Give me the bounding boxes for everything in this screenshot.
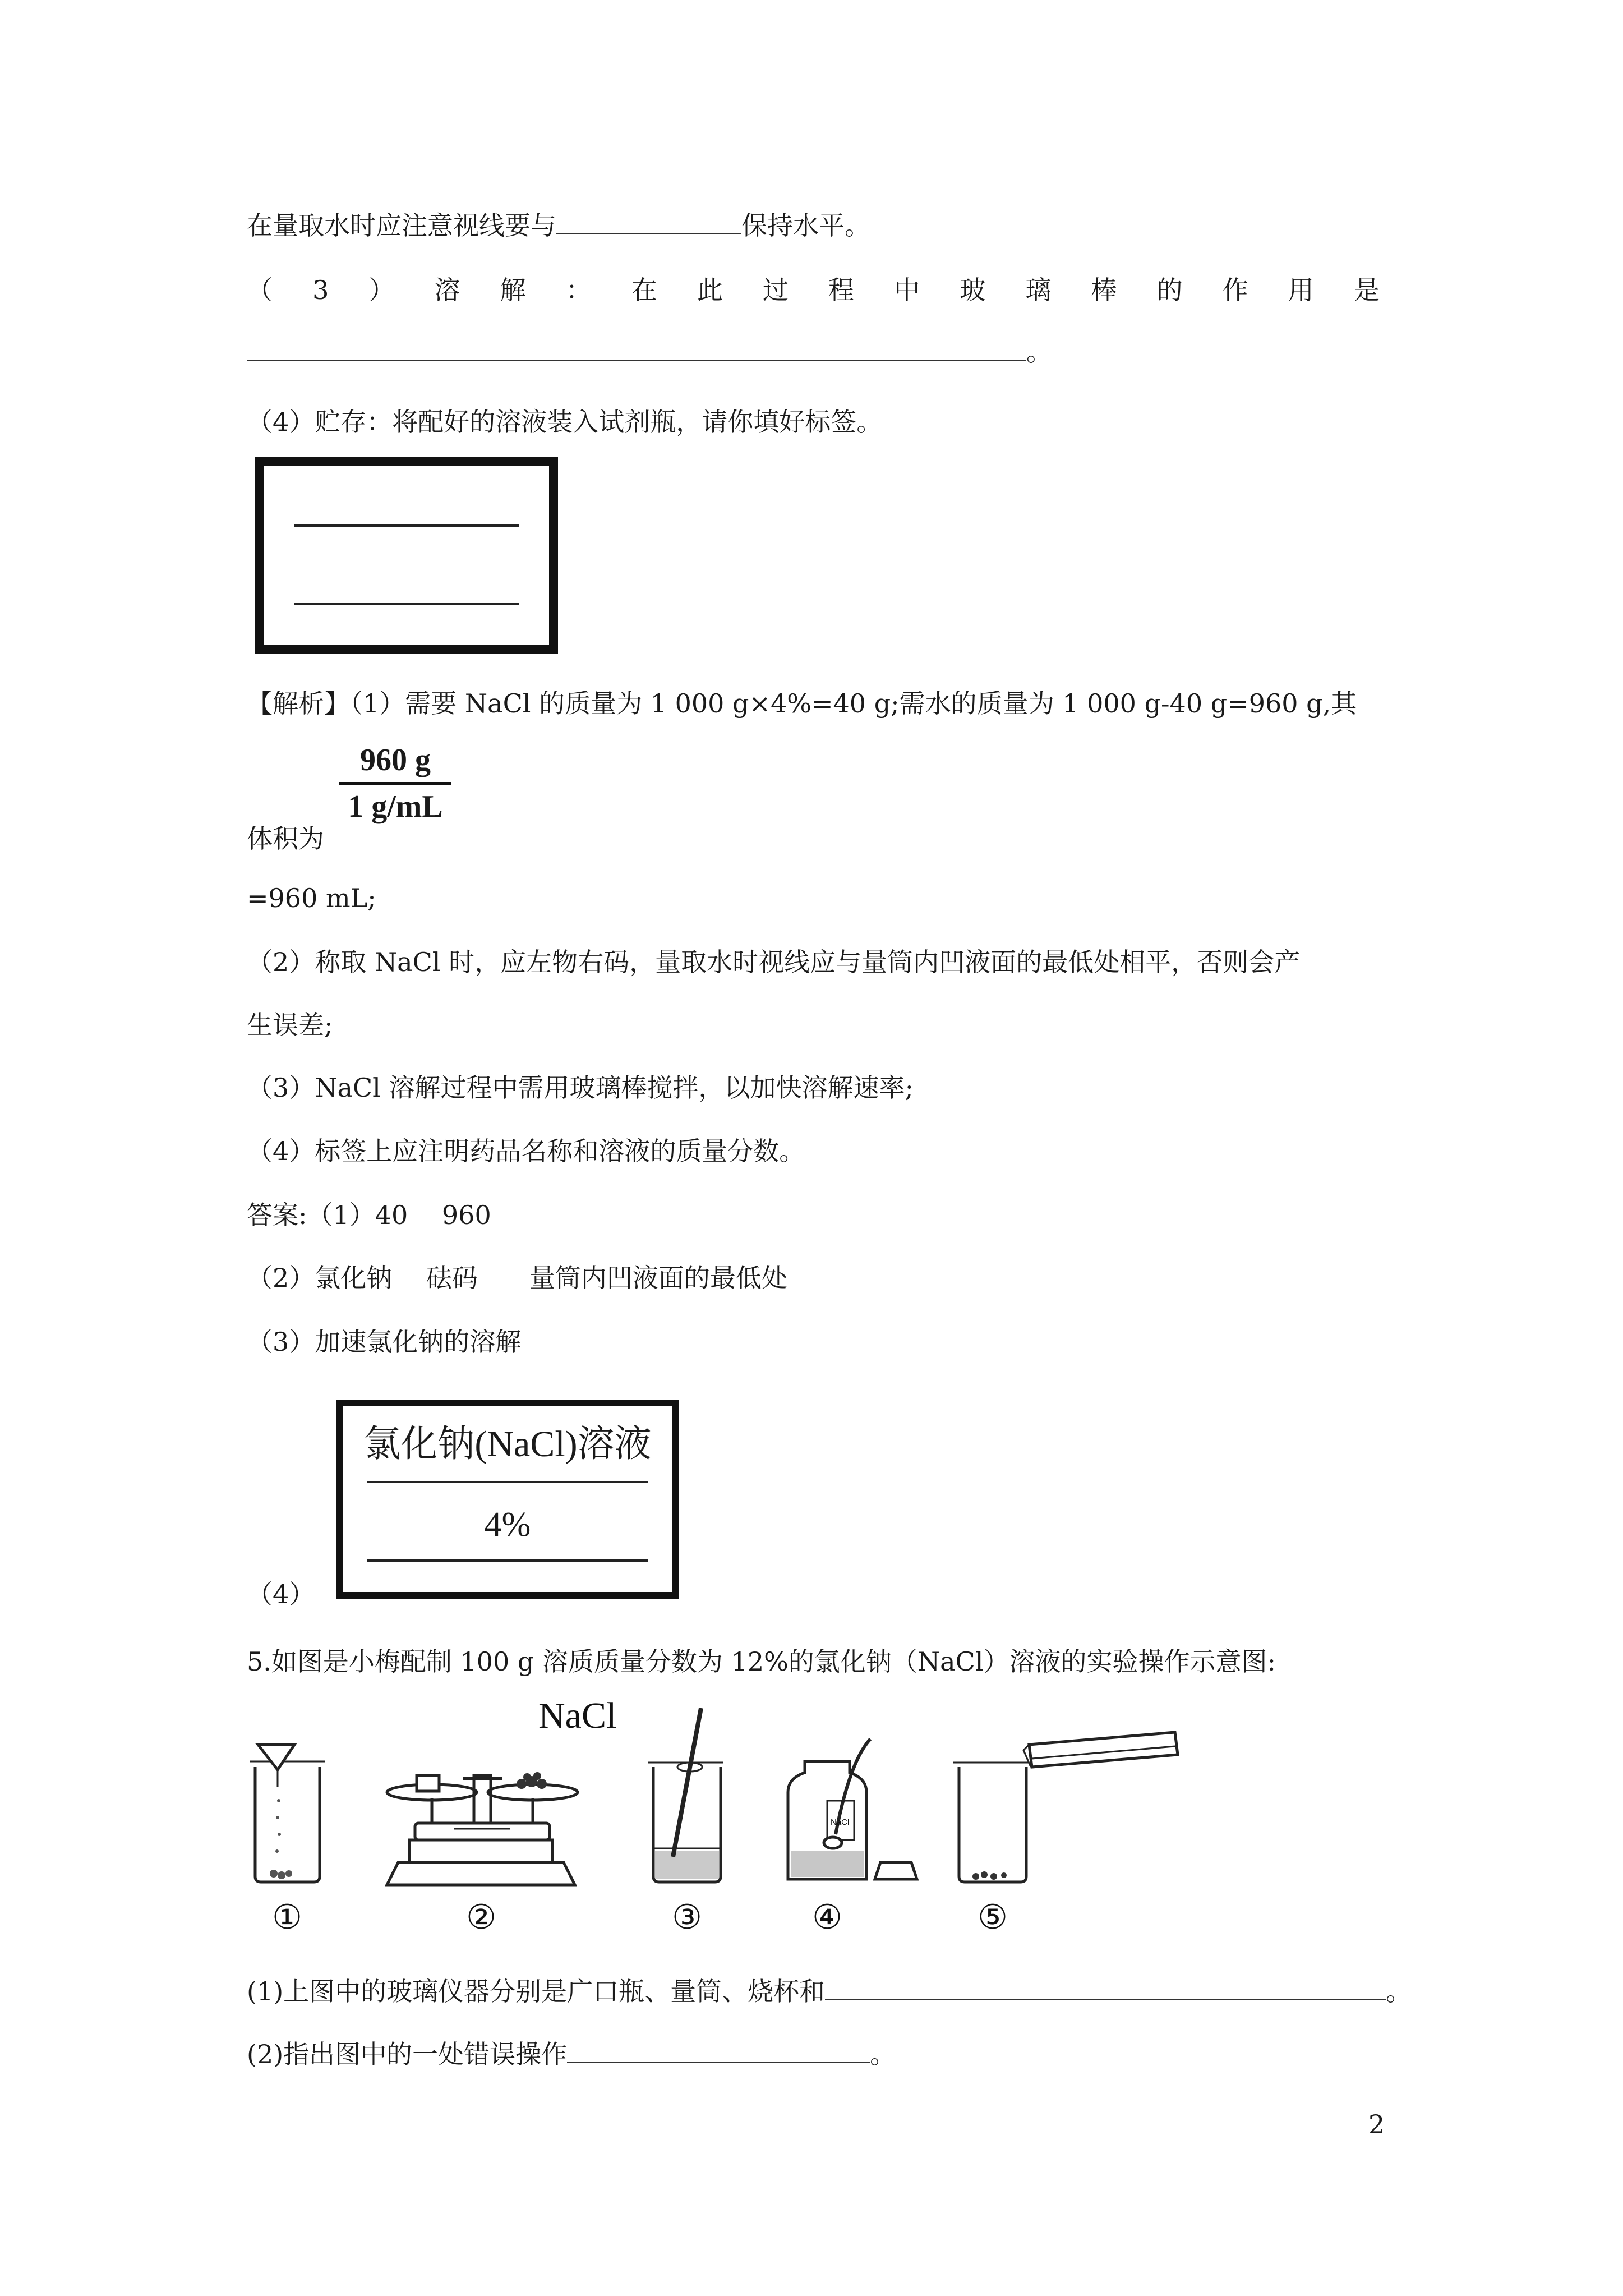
answer-blank[interactable] [567,2037,870,2063]
fraction-bar [339,782,451,785]
answer-line-3: （3）加速氯化钠的溶解 [247,1327,522,1357]
analysis-line-volume: 体积为 [247,823,324,854]
text-segment: 。 [1386,1976,1412,2007]
experiment-diagram [247,1688,1200,1935]
step-5-pour-water-illustration [953,1732,1178,1882]
step-label-3: ③ [672,1898,702,1935]
spread-char: 用 [1288,275,1314,305]
analysis-line-2: （2）称取 NaCl 时，应左物右码，量取水时视线应与量筒内凹液面的最低处相平，否则会产 [247,947,1301,977]
question-5-part-2 [247,2037,896,2071]
text-segment: (1)上图中的玻璃仪器分别是广口瓶、量筒、烧杯和 [247,1976,826,2007]
spread-char: （ [247,275,273,305]
step-label-4: ④ [812,1898,842,1935]
bottle-label-text: NaCl [831,1818,850,1827]
answer-line-4: （4） [247,1579,315,1609]
page-number: 2 [1368,2109,1385,2139]
step-3-stirring-illustration [648,1708,723,1882]
spread-char: 此 [697,275,723,305]
label-blank-line-2[interactable] [294,603,519,605]
fraction-denominator: 1 g/mL [348,789,443,824]
question-line-water-reading [247,209,870,242]
spread-char: 溶 [434,275,460,305]
label-rule-1 [367,1481,648,1483]
answer-blank[interactable] [247,335,1026,361]
spread-char: 玻 [960,275,986,305]
step-2-balance-illustration [387,1772,578,1885]
spread-char: 解 [500,275,526,305]
label-solution-name: 氯化钠(NaCl)溶液 [363,1424,652,1465]
analysis-line-3: （3）NaCl 溶解过程中需用玻璃棒搅拌，以加快溶解速率; [247,1073,914,1103]
spread-char: ） [368,275,395,305]
volume-fraction [339,740,451,826]
question-line-storage: （4）贮存：将配好的溶液装入试剂瓶，请你填好标签。 [247,407,883,437]
answer-blank[interactable] [825,1975,1386,2000]
spread-char: 棒 [1091,275,1117,305]
spread-char: 的 [1156,275,1183,305]
step-1-pour-salt-illustration [250,1745,325,1882]
text-segment: 。 [1026,337,1052,367]
step-4-bottle-illustration [788,1739,917,1879]
label-blank-line-1[interactable] [294,524,519,527]
label-concentration: 4% [484,1506,531,1544]
answer-line-1: 答案:（1）40 960 [247,1200,491,1230]
fraction-numerator: 960 g [360,743,431,777]
analysis-line-volume-result: =960 mL; [247,883,376,913]
text-segment: 保持水平。 [741,210,870,241]
analysis-line-1: 【解析】（1）需要 NaCl 的质量为 1 000 g×4%=40 g;需水的质量为 1 000 g-40 g=960 g,其 [247,688,1357,719]
question-line-dissolve-blank [247,335,1052,369]
answer-line-2: （2）氯化钠 砝码 量筒内凹液面的最低处 [247,1263,787,1293]
spread-char: ： [565,275,592,305]
spread-char: 在 [631,275,657,305]
spread-char: 3 [312,275,329,305]
spread-char: 中 [894,275,920,305]
text-segment: (2)指出图中的一处错误操作 [247,2039,568,2069]
analysis-line-4: （4）标签上应注明药品名称和溶液的质量分数。 [247,1136,805,1166]
step-label-2: ② [466,1898,496,1935]
step-label-5: ⑤ [978,1898,1008,1935]
analysis-line-2-cont: 生误差; [247,1010,333,1040]
text-segment: 。 [870,2039,896,2069]
spread-char: 程 [828,275,855,305]
text-segment: 在量取水时应注意视线要与 [247,210,556,241]
spread-char: 作 [1222,275,1248,305]
answer-blank[interactable] [556,209,741,234]
blank-label-box [255,457,558,654]
nacl-figure-label: NaCl [538,1695,617,1736]
spread-char: 过 [763,275,789,305]
label-rule-2 [367,1559,648,1562]
spread-char: 璃 [1025,275,1052,305]
spread-char: 是 [1353,275,1380,305]
question-5-part-1 [247,1975,1412,2008]
question-5-stem: 5.如图是小梅配制 100 g 溶质质量分数为 12%的氯化钠（NaCl）溶液的实验操作示意图: [247,1646,1276,1677]
step-label-1: ① [272,1898,302,1935]
question-line-dissolve [247,273,1380,307]
